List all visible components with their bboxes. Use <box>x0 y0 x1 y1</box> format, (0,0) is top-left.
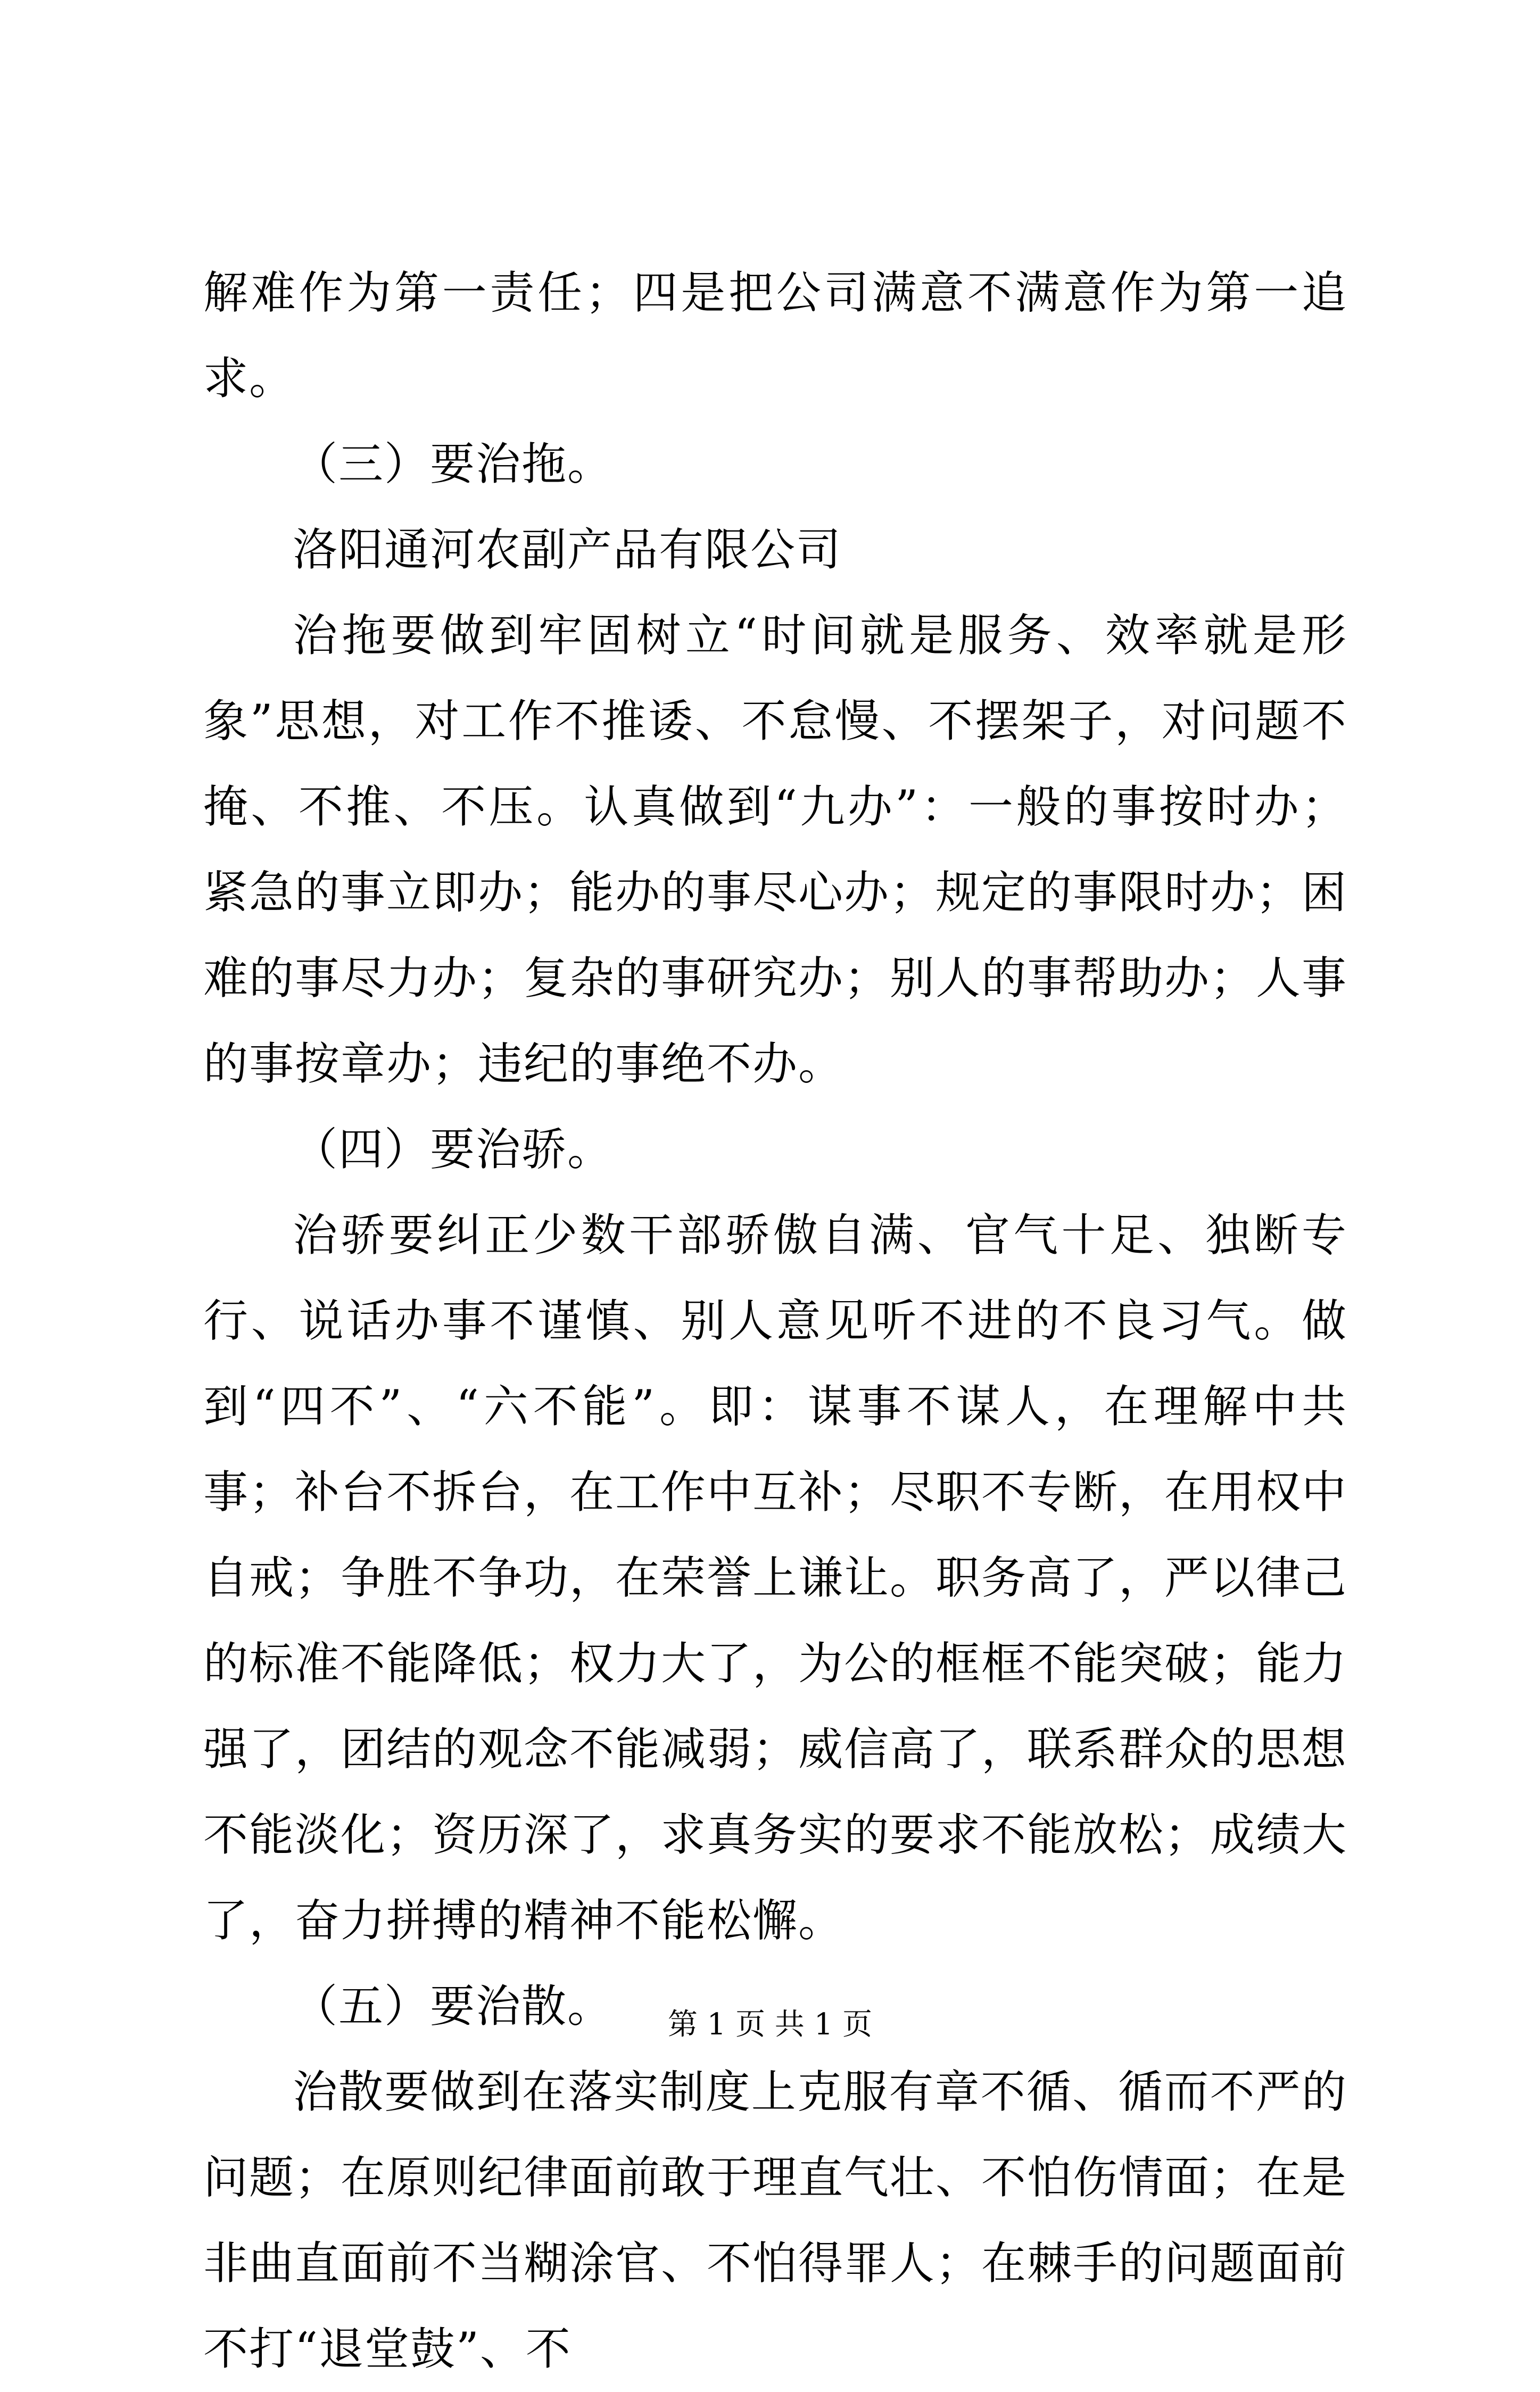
document-body <box>203 250 1347 2392</box>
section-heading-4: （四）要治骄。 <box>293 1123 614 1176</box>
company-name-line: 洛阳通河农副产品有限公司 <box>293 524 842 576</box>
page-number: 第 1 页 共 1 页 <box>667 2007 873 2042</box>
paragraph-laxity: 治散要做到在落实制度上克服有章不循、循而不严的问题；在原则纪律面前敢于理直气壮、不怕伤情面；在是非曲直面前不当糊涂官、不怕得罪人；在棘手的问题面前不打“退堂鼓”、不 <box>203 2066 1348 2375</box>
paragraph-arrogance: 治骄要纠正少数干部骄傲自满、官气十足、独断专行、说话办事不谨慎、别人意见听不进的不良习气。做到“四不”、“六不能”。即：谋事不谋人，在理解中共事；补台不拆台，在工作中互补；尽职不专断，在用权中自戒；争胜不争功，在荣誉上谦让。职务高了，严以律己的标准不能降低；权力大了，为公的框框不能突破；能力强了，团结的观念不能减弱；威信高了，联系群众的思想不能淡化；资历深了，求真务实的要求不能放松；成绩大了，奋力拼搏的精神不能松懈。 <box>203 1209 1348 1947</box>
paragraph-continuation: 解难作为第一责任；四是把公司满意不满意作为第一追求。 <box>203 267 1347 404</box>
section-heading-3: （三）要治拖。 <box>293 438 614 490</box>
page-footer <box>0 2006 1540 2043</box>
section-heading-5: （五）要治散。 <box>293 1980 614 2032</box>
paragraph-delay: 治拖要做到牢固树立“时间就是服务、效率就是形象”思想，对工作不推诿、不怠慢、不摆架子，对问题不掩、不推、不压。认真做到“九办”：一般的事按时办；紧急的事立即办；能办的事尽心办；规定的事限时办；困难的事尽力办；复杂的事研究办；别人的事帮助办；人事的事按章办；违纪的事绝不办。 <box>203 609 1348 1090</box>
